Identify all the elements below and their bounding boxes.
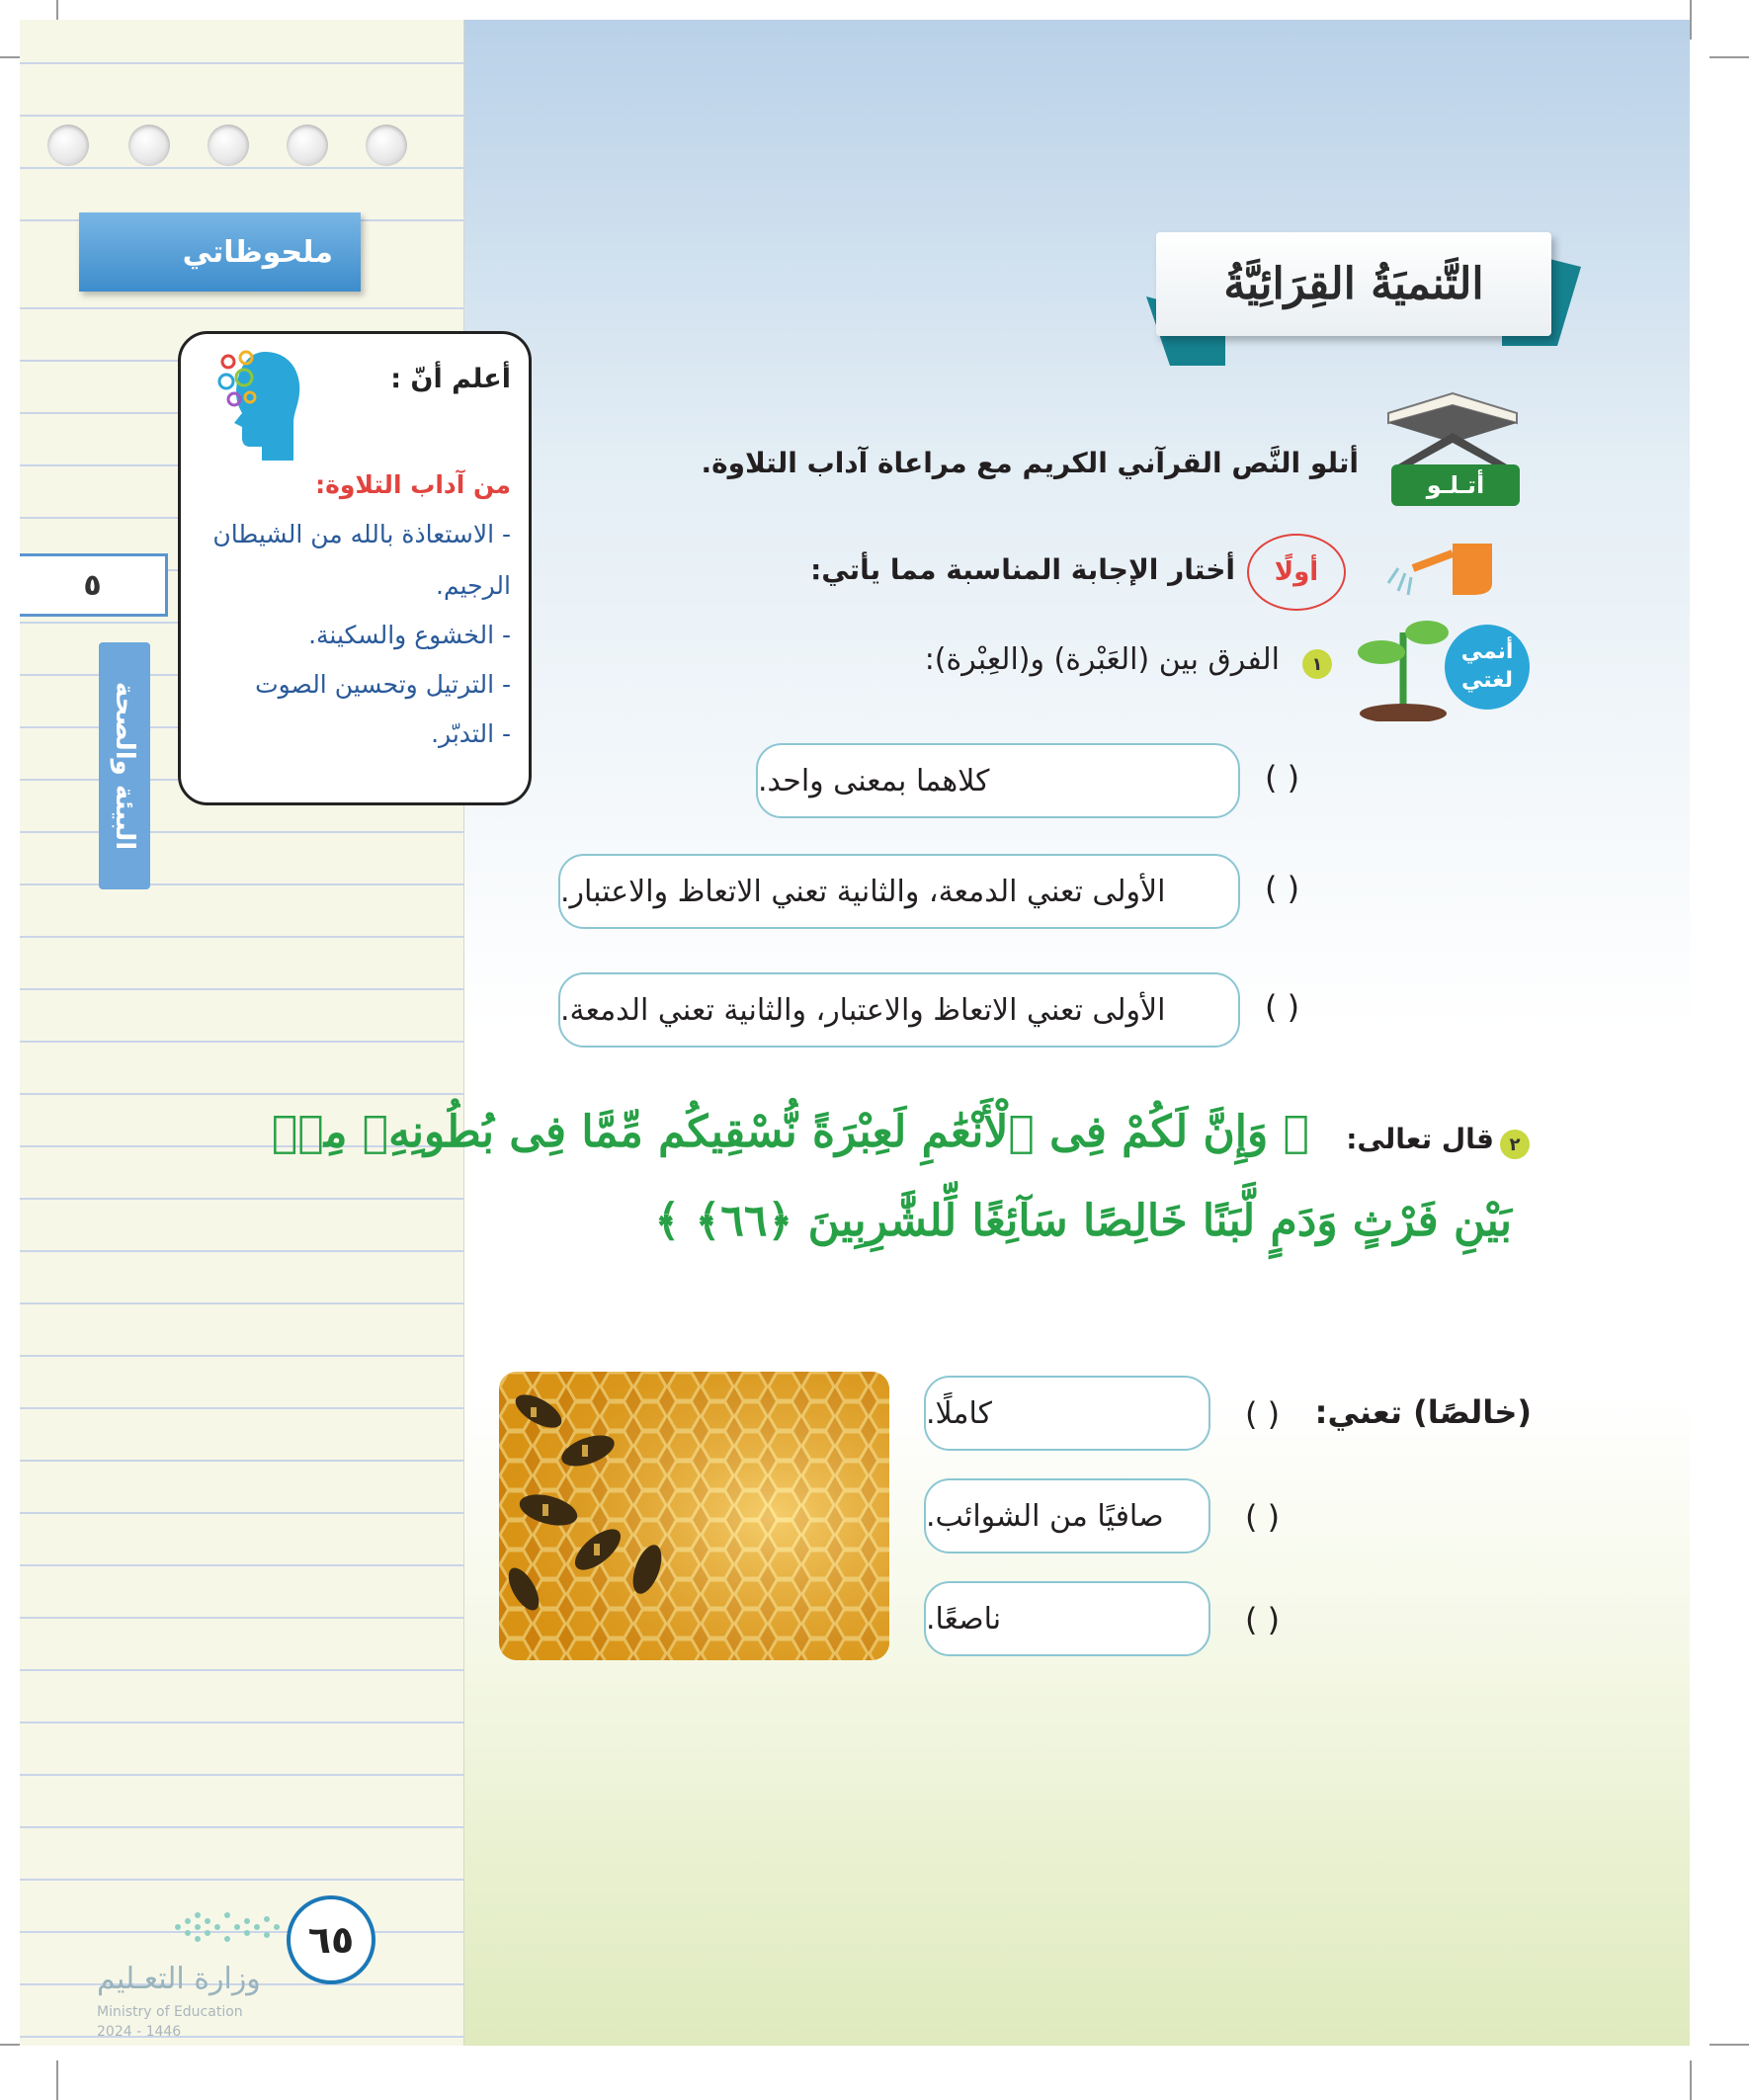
q2-option-2[interactable]: صافيًا من الشوائب. <box>924 1478 1210 1554</box>
q2-number: ٢ <box>1509 1134 1521 1155</box>
honeycomb-bees-image <box>499 1372 889 1660</box>
info-item: - التدبّر. <box>431 719 511 748</box>
quran-book-icon <box>1378 374 1527 467</box>
answer-checkbox[interactable]: ( ) <box>1245 1498 1281 1536</box>
q2-word-prompt: (خالصًا) تعني: <box>1314 1393 1532 1431</box>
binder-hole <box>47 125 89 166</box>
question-number-badge <box>1302 649 1332 679</box>
quran-verse-line: بَيْنِ فَرْثٍ وَدَمٍ لَّبَنًا خَالِصًا سَآئِغًا لِّلشَّٰرِبِينَ ﴿٦٦﴾ ﴾ <box>654 1196 1512 1246</box>
binder-hole <box>128 125 170 166</box>
grow-badge <box>1445 625 1530 710</box>
recite-badge <box>1391 464 1520 506</box>
grow-badge-line2: لغتي <box>1461 668 1513 693</box>
answer-checkbox[interactable]: ( ) <box>1245 1395 1281 1433</box>
edition-year: 2024 - 1446 <box>97 2024 182 2040</box>
crop-mark <box>1709 56 1749 58</box>
unit-tab <box>99 642 150 889</box>
info-box <box>178 331 532 805</box>
exercise-label: أولًا <box>1274 557 1319 587</box>
notes-panel <box>20 20 464 2046</box>
ministry-name-ar: وزارة التعـليم <box>97 1962 261 1996</box>
q1-option-2[interactable]: الأولى تعني الدمعة، والثانية تعني الاتعاظ والاعتبار. <box>558 854 1240 929</box>
crop-mark <box>56 2060 58 2100</box>
answer-checkbox[interactable]: ( ) <box>1265 759 1300 797</box>
exercise-instruction: أختار الإجابة المناسبة مما يأتي: <box>810 553 1235 586</box>
info-item: الرجيم. <box>436 571 511 600</box>
binder-hole <box>287 125 328 166</box>
q2-intro: قال تعالى: <box>1346 1123 1494 1155</box>
crop-mark <box>1690 0 1692 40</box>
info-item: - الاستعاذة بالله من الشيطان <box>212 520 511 548</box>
grow-badge-line1: أنمي <box>1460 639 1514 665</box>
q1-question: الفرق بين (العَبْرة) و(العِبْرة): <box>924 642 1280 677</box>
answer-checkbox[interactable]: ( ) <box>1265 870 1300 907</box>
section-title: التَّنميَةُ القِرَائِيَّةُ <box>1156 232 1551 336</box>
q1-number: ١ <box>1311 653 1323 675</box>
q2-option-3[interactable]: ناصعًا. <box>924 1581 1210 1656</box>
exercise-label-badge <box>1247 534 1346 611</box>
question-number-badge <box>1500 1130 1530 1159</box>
q1-option-1[interactable]: كلاهما بمعنى واحد. <box>756 743 1240 818</box>
answer-checkbox[interactable]: ( ) <box>1265 988 1300 1026</box>
ministry-logo-icon <box>168 1899 296 1955</box>
q2-option-1[interactable]: كاملًا. <box>924 1376 1210 1451</box>
honeycomb-icon <box>499 1372 889 1660</box>
lesson-number: ٥ <box>20 553 168 617</box>
recite-badge-label: أتـلـو <box>1426 471 1485 499</box>
q1-option-3[interactable]: الأولى تعني الاتعاظ والاعتبار، والثانية تعني الدمعة. <box>558 972 1240 1048</box>
ministry-name-en: Ministry of Education <box>97 2004 243 2020</box>
answer-checkbox[interactable]: ( ) <box>1245 1601 1281 1638</box>
quran-verse-line: ﴿ وَإِنَّ لَكُمْ فِى ٱلْأَنْعَٰمِ لَعِبْرَةً نُّسْقِيكُم مِّمَّا فِى بُطُونِهِۦ مِنۢ <box>272 1107 1309 1157</box>
info-item: - الخشوع والسكينة. <box>308 621 511 649</box>
head-gears-icon <box>210 344 304 467</box>
recite-instruction: أتلو النَّص القرآني الكريم مع مراعاة آداب التلاوة. <box>701 447 1359 479</box>
notes-title: ملحوظاتي <box>79 212 361 292</box>
crop-mark <box>1709 2044 1749 2046</box>
info-item: - الترتيل وتحسين الصوت <box>255 670 511 699</box>
info-subheading: من آداب التلاوة: <box>315 470 511 499</box>
unit-label: البيئة والصحة <box>110 681 140 851</box>
crop-mark <box>1690 2060 1692 2100</box>
info-heading: أعلم أنّ : <box>390 364 511 394</box>
binder-hole <box>208 125 249 166</box>
page-number: ٦٥ <box>287 1895 375 1984</box>
binder-hole <box>366 125 407 166</box>
